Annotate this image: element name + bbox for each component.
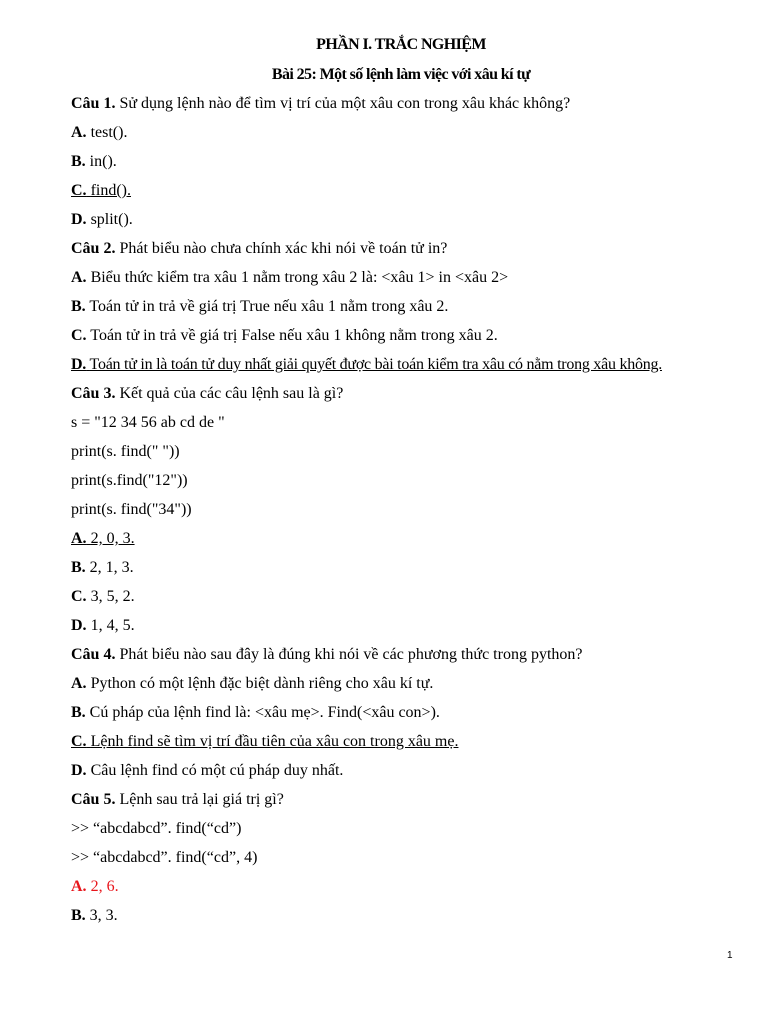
question-text: Lệnh sau trả lại giá trị gì? <box>119 791 284 808</box>
q1-option-a <box>71 123 127 143</box>
option-text: Lệnh find sẽ tìm vị trí đầu tiên của xâu con trong xâu mẹ. <box>90 733 459 750</box>
q3-code-line-2: print(s. find(" ")) <box>71 443 180 460</box>
q3-code-line-3: print(s.find("12")) <box>71 472 188 489</box>
q2-option-c <box>71 326 498 346</box>
option-text: in(). <box>89 153 117 170</box>
option-key: D. <box>71 211 87 228</box>
option-text: 2, 1, 3. <box>89 559 134 576</box>
option-key: D. <box>71 762 87 779</box>
option-key: A. <box>71 530 87 547</box>
q2-option-b <box>71 297 448 317</box>
question-label: Câu 5. <box>71 791 116 808</box>
q4-option-c-answer <box>71 732 458 752</box>
q2-option-d-answer <box>71 355 662 375</box>
q4-option-b <box>71 703 440 723</box>
q5-option-a-answer <box>71 877 119 897</box>
option-key: C. <box>71 327 87 344</box>
option-key: B. <box>71 704 86 721</box>
q3-code-line-4: print(s. find("34")) <box>71 501 192 518</box>
question-text: Phát biểu nào sau đây là đúng khi nói về các phương thức trong python? <box>119 646 583 663</box>
question-5 <box>71 790 284 810</box>
option-key: D. <box>71 617 87 634</box>
q3-option-d <box>71 616 135 636</box>
question-4 <box>71 645 583 665</box>
option-key: B. <box>71 153 86 170</box>
option-key: B. <box>71 559 86 576</box>
option-key: B. <box>71 298 86 315</box>
option-key: B. <box>71 907 86 924</box>
q4-option-a <box>71 674 433 694</box>
question-3 <box>71 384 343 404</box>
page-number: 1 <box>727 950 733 961</box>
q3-option-a-answer <box>71 529 135 549</box>
option-key: A. <box>71 878 87 895</box>
option-key: C. <box>71 733 87 750</box>
option-text: Toán tử in là toán tử duy nhất giải quyết được bài toán kiểm tra xâu có nằm trong xâu không. <box>89 356 662 373</box>
q5-code-line-1: >> “abcdabcd”. find(“cd”) <box>71 820 242 837</box>
question-label: Câu 2. <box>71 240 116 257</box>
q5-option-b <box>71 906 118 926</box>
option-text: 1, 4, 5. <box>90 617 135 634</box>
option-key: A. <box>71 675 87 692</box>
q1-option-c-answer <box>71 181 131 201</box>
option-key: A. <box>71 124 87 141</box>
q3-option-b <box>71 558 134 578</box>
q3-code-line-1: s = "12 34 56 ab cd de " <box>71 414 225 431</box>
q3-option-c <box>71 587 135 607</box>
question-text: Sử dụng lệnh nào để tìm vị trí của một xâu con trong xâu khác không? <box>119 95 571 112</box>
option-text: Câu lệnh find có một cú pháp duy nhất. <box>90 762 344 779</box>
question-2 <box>71 239 447 259</box>
option-key: A. <box>71 269 87 286</box>
option-text: Toán tử in trả về giá trị True nếu xâu 1 nằm trong xâu 2. <box>89 298 449 315</box>
option-text: Biểu thức kiểm tra xâu 1 nằm trong xâu 2 là: <xâu 1> in <xâu 2> <box>90 269 509 286</box>
q4-option-d <box>71 761 343 781</box>
option-text: test(). <box>90 124 128 141</box>
option-text: 2, 0, 3. <box>90 530 135 547</box>
option-text: Cú pháp của lệnh find là: <xâu mẹ>. Find(<xâu con>). <box>89 704 440 721</box>
section-title: PHẦN I. TRẮC NGHIỆM <box>316 36 486 53</box>
q5-code-line-2: >> “abcdabcd”. find(“cd”, 4) <box>71 849 258 866</box>
question-label: Câu 3. <box>71 385 116 402</box>
option-text: find(). <box>90 182 131 199</box>
option-text: Toán tử in trả về giá trị False nếu xâu 1 không nằm trong xâu 2. <box>90 327 498 344</box>
question-label: Câu 4. <box>71 646 116 663</box>
question-text: Kết quả của các câu lệnh sau là gì? <box>119 385 344 402</box>
option-key: D. <box>71 356 87 373</box>
option-key: C. <box>71 182 87 199</box>
option-text: 2, 6. <box>90 878 119 895</box>
lesson-title: Bài 25: Một số lệnh làm việc với xâu kí tự <box>271 66 531 83</box>
q2-option-a <box>71 268 508 288</box>
q1-option-b <box>71 152 117 172</box>
option-text: 3, 3. <box>89 907 118 924</box>
option-key: C. <box>71 588 87 605</box>
question-text: Phát biểu nào chưa chính xác khi nói về toán tử in? <box>119 240 448 257</box>
question-label: Câu 1. <box>71 95 116 112</box>
option-text: 3, 5, 2. <box>90 588 135 605</box>
option-text: Python có một lệnh đặc biệt dành riêng cho xâu kí tự. <box>90 675 434 692</box>
option-text: split(). <box>90 211 133 228</box>
question-1 <box>71 94 570 114</box>
q1-option-d <box>71 210 133 230</box>
